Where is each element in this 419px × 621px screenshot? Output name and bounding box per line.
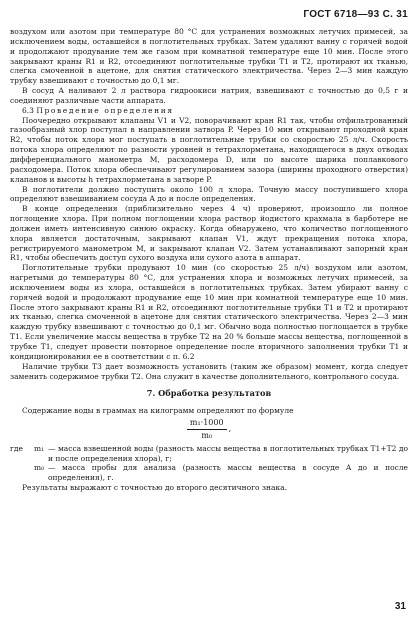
formula-intro: Содержание воды в граммах на килограмм определяют по формуле [22,406,294,416]
result-note: Результаты выражают с точностью до второго десятичного знака. [22,483,288,493]
paragraph-6-3-4: Поглотительные трубки продувают 10 мин (со скоростью 25 л/ч) воздухом или азотом, нагретыми до температуры 80 °С, для устранения хлора и возможных летучих примесей, за исключением воды из хлора, оставшейся в поглотительных трубках. Затем убирают ванну с горячей водой и продолжают продувание еще 10 мин при комнатной температуре еще 10 мин. После этого закрывают краны R1 и R2, отсоединяют поглотительные трубки T1 и T2 и протирают их тканью, слегка смоченной в ацетоне для снятия статического электричества. Через 2—3 мин каждую трубку взвешивают с точностью до 0,1 мг. Обычно вода полностью поглощается в трубке T1. Если увеличение массы вещества в трубке T2 на 20 % больше массы вещества, поглощенной в трубке T1, следует провести повторное определение после вторичного заполнения трубки T1 и кондиционирования ее в соответствии с п. 6.2 [10,263,408,361]
page-header: ГОСТ 6718—93 С. 31 [303,9,408,20]
paragraph-6-3-5: Наличие трубки T3 дает возможность установить (таким же образом) момент, когда следует заменить содержимое трубки T2. Она служит в качестве дополнительного, контрольного сосуда. [10,361,408,381]
document-page [10,9,408,614]
page-number: 31 [394,601,406,612]
definition-symbol-m1: m₁ [34,443,45,453]
intro-paragraph: воздухом или азотом при температуре 80 °С для устранения возможных летучих примесей, за исключением воды, оставшейся в поглотительных трубках. Затем удаляют ванну с горячей водой и продолжают продувание тем же газом при комнатной температуре еще 10 мин. После этого закрывают краны R1 и R2, отсоединяют поглотительные трубки T1 и T2, протирают их тканью, слегка смоченной в ацетоне, для снятия статического электричества. Через 2—3 мин каждую трубку взвешивают с точностью до 0,1 мг. [10,27,408,86]
definition-symbol-m0: m₀ [34,463,45,473]
formula-numerator: m₁·1000 [187,418,227,430]
paragraph-6-3-2: В поглотители должно поступить около 100 л хлора. Точную массу поступившего хлора определяют взвешиванием сосуда A до и после определения. [10,184,408,204]
paragraph-6-3-1: Поочередно открывают клапаны V1 и V2, поворачивают кран R1 так, чтобы отфильтрованный газообразный хлор поступал в направлении затвора P. Через 10 мин открывают проходной кран R2, чтобы поток хлора мог поступать в поглотительные трубки со скоростью 25 л/ч. Скорость потока хлора определяют по разности уровней н тетрахлорметана, находящегося в двух отводах дифференциального манометра M, расходомера D, или по высоте шарика поплавкового расходомера. Поток хлора обеспечивают регулированием зазора (ширины проходного отверстия) клапанов и высоты h тетрахлорметана в затворе P. [10,115,408,184]
definition-text-m0: — масса пробы для анализа (разность массы вещества в сосуде A до и после определения), г. [48,463,408,483]
section-7-title: 7. Обработка результатов [146,388,272,399]
section-6-3-number: 6.3 [22,105,34,115]
section-6-3-title: Проведение определения [36,105,174,115]
section-6-3-heading [10,106,408,116]
paragraph-6-3-3: В конце определения (приблизительно через 4 ч) проверяют, произошло ли полное поглощение хлора. При полном поглощении хлора раствор йодистого крахмала в барботере не должен иметь интенсивную синюю окраску. Когда обнаружено, что количество поглощенного хлора является достаточным, закрывают клапан V1, ждут прекращения потока хлора, регистрируемого манометром M, и закрывают клапан V2. Затем устанавливают запорный кран R1, чтобы обеспечить доступ сухого воздуха или сухого азота в аппарат. [10,204,408,263]
vessel-paragraph: В сосуд A наливают 2 л раствора гидроокиси натрия, взвешивают с точностью до 0,5 г и соединяют различные части аппарата. [10,86,408,105]
formula-trailing: , [228,424,232,434]
symbol-definitions [10,444,408,483]
formula-fraction [187,418,227,441]
formula-denominator: m₀ [201,430,213,440]
definition-text-m1: — масса взвешенной воды (разность массы вещества в поглотительных трубках T1+T2 до и после определения хлора), г; [48,443,408,463]
water-content-formula [10,418,408,441]
where-label: где [10,443,23,453]
where-spacer [10,463,34,483]
document-body [10,27,408,493]
